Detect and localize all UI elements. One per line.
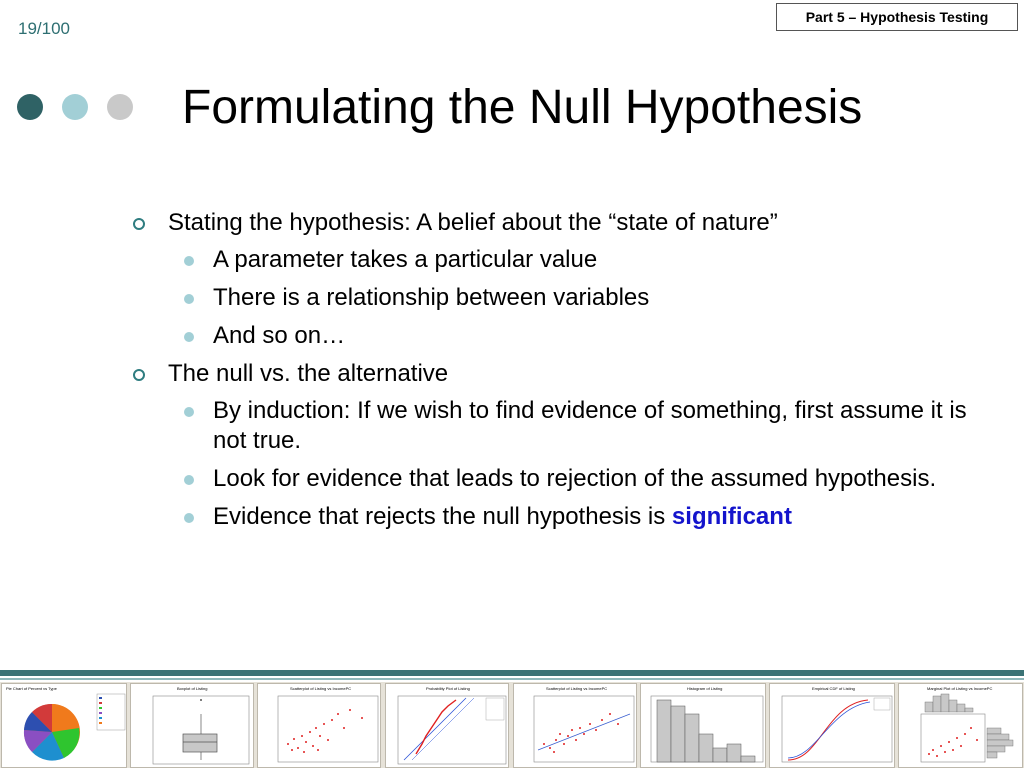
sub-bullet-text: There is a relationship between variables bbox=[213, 284, 650, 311]
decor-dots bbox=[17, 94, 133, 120]
bullet-text: Stating the hypothesis: A belief about the “state of nature” bbox=[168, 209, 778, 236]
dot-bullet-icon bbox=[184, 407, 194, 417]
thumbnail-empirical-cdf bbox=[769, 683, 895, 768]
significant-emphasis: significant bbox=[671, 503, 792, 530]
thumbnail-title: Histogram of Listing bbox=[687, 686, 723, 691]
dot-bullet-icon bbox=[184, 332, 194, 342]
dot-bullet-icon bbox=[184, 475, 194, 485]
sub-bullet-text: A parameter takes a particular value bbox=[213, 246, 598, 273]
thumbnail-probability-plot bbox=[385, 683, 509, 768]
page-indicator: 19/100 bbox=[18, 19, 70, 38]
thumbnail-title: Pie Chart of Percent vs Type bbox=[6, 686, 57, 691]
thumbnail-title: Empirical CDF of Listing bbox=[812, 686, 855, 691]
bullet-text: The null vs. the alternative bbox=[168, 360, 449, 387]
thumbnail-scatterplot bbox=[257, 683, 381, 768]
dot-bullet-icon bbox=[184, 513, 194, 523]
thumbnail-boxplot bbox=[130, 683, 254, 768]
sub-bullet-text: And so on… bbox=[213, 322, 346, 349]
ring-bullet-icon bbox=[133, 218, 145, 230]
thumbnail-marginal-plot bbox=[898, 683, 1023, 768]
footer-bar bbox=[0, 670, 1024, 676]
thumbnail-title: Boxplot of Listing bbox=[177, 686, 208, 691]
sub-bullet-text: Evidence that rejects the null hypothesis is bbox=[213, 503, 672, 530]
sub-bullet bbox=[130, 283, 980, 313]
dot-bullet-icon bbox=[184, 256, 194, 266]
thumbnail-title: Scatterplot of Listing vs IncomePC bbox=[290, 686, 352, 691]
sub-bullet-text: By induction: If we wish to find evidence of something, first assume it is not true. bbox=[213, 397, 967, 454]
thumbnail-title: Marginal Plot of Listing vs IncomePC bbox=[927, 686, 993, 691]
sub-bullet bbox=[130, 321, 980, 351]
ring-bullet-icon bbox=[133, 369, 145, 381]
sub-bullet bbox=[130, 396, 980, 456]
part-label: Part 5 – Hypothesis Testing bbox=[776, 3, 1018, 31]
dot-bullet-icon bbox=[184, 294, 194, 304]
bullet-level1 bbox=[130, 359, 980, 389]
decor-dot-dark bbox=[17, 94, 43, 120]
bullet-level1 bbox=[130, 208, 980, 238]
sub-bullet bbox=[130, 245, 980, 275]
thumbnail-scatterplot-fit bbox=[513, 683, 637, 768]
decor-dot-light bbox=[62, 94, 88, 120]
footer-bar-thin bbox=[0, 678, 1024, 680]
slide-title: Formulating the Null Hypothesis bbox=[182, 81, 863, 134]
sub-bullet-text: Look for evidence that leads to rejection of the assumed hypothesis. bbox=[213, 465, 937, 492]
sub-bullet bbox=[130, 464, 980, 494]
decor-dot-grey bbox=[107, 94, 133, 120]
thumbnail-histogram bbox=[640, 683, 766, 768]
thumbnail-title: Scatterplot of Listing vs IncomePC bbox=[546, 686, 608, 691]
sub-bullet bbox=[130, 502, 980, 532]
thumbnail-title: Probability Plot of Listing bbox=[426, 686, 470, 691]
bullet-list bbox=[130, 208, 980, 540]
thumbnail-pie-chart bbox=[1, 683, 127, 768]
